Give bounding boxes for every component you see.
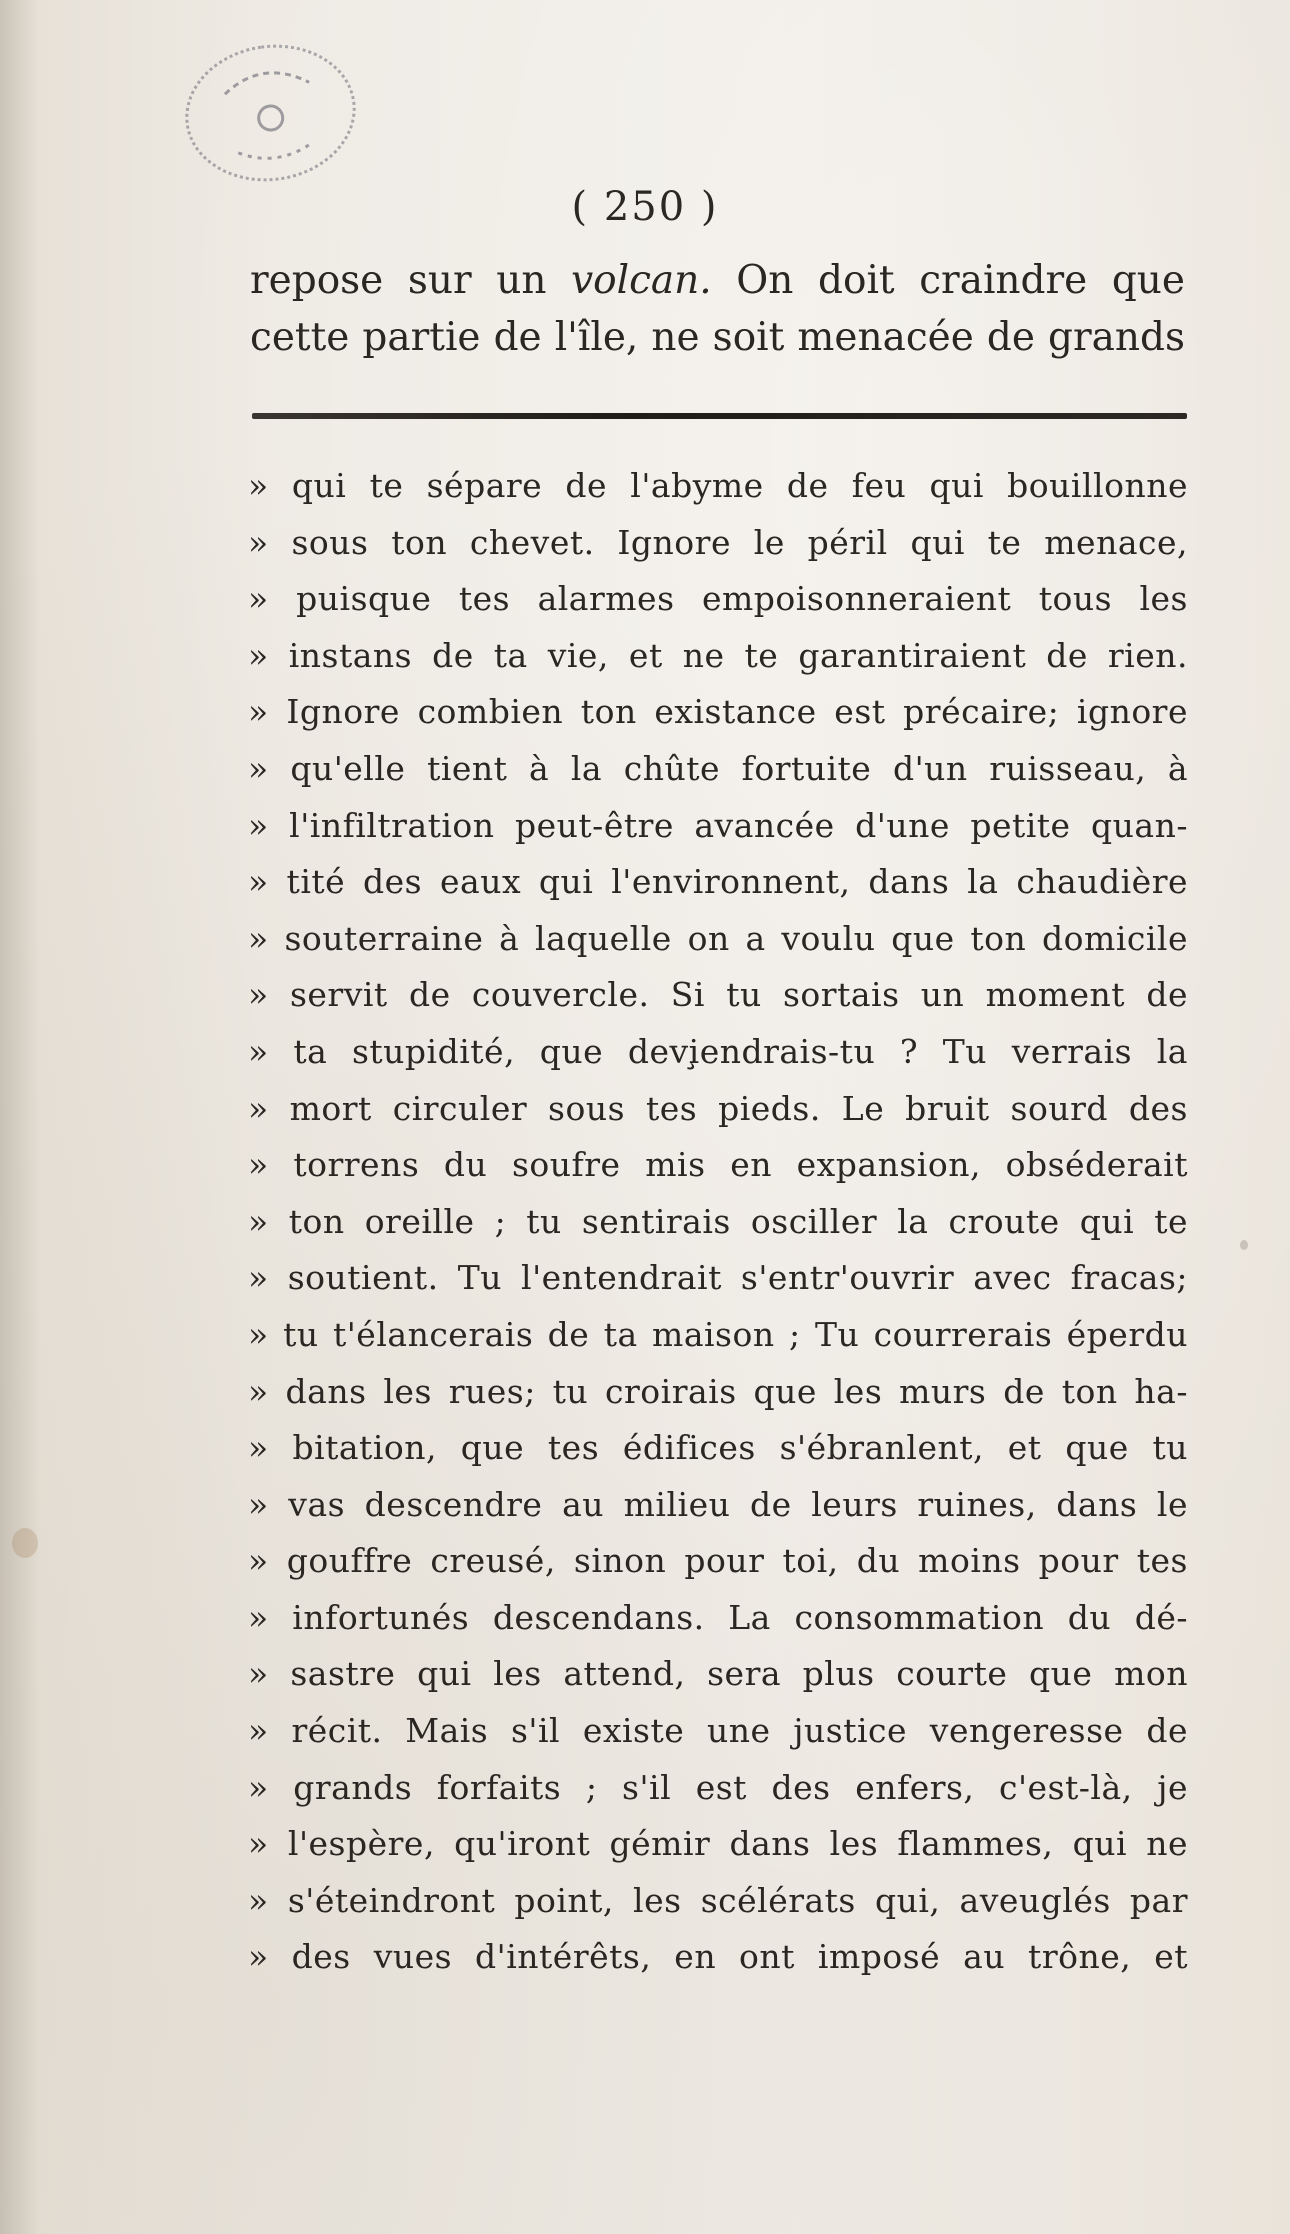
body-line: » infortunés descendans. La consommation du dé- xyxy=(248,1597,1188,1637)
horizontal-rule xyxy=(252,413,1187,419)
body-line: » Ignore combien ton existance est précaire; ignore xyxy=(248,692,1188,732)
stain xyxy=(1240,1240,1248,1250)
body-line: » torrens du soufre mis en expansion, obséderait xyxy=(248,1145,1188,1185)
header-line: cette partie de l'île, ne soit menacée de grands xyxy=(250,315,1185,360)
body-line: » l'infiltration peut-être avancée d'une petite quan- xyxy=(248,805,1188,845)
header-text xyxy=(250,252,1185,366)
body-line: » dans les rues; tu croirais que les murs de ton ha- xyxy=(248,1371,1188,1411)
body-line: » qui te sépare de l'abyme de feu qui bouillonne xyxy=(248,466,1188,505)
body-line: » s'éteindront point, les scélérats qui, aveuglés par xyxy=(248,1880,1188,1920)
page-number: ( 250 ) xyxy=(571,184,719,230)
body-line: » vas descendre au milieu de leurs ruines, dans le xyxy=(248,1484,1188,1524)
body-line: » mort circuler sous tes pieds. Le bruit sourd des xyxy=(248,1088,1188,1128)
body-line: » qu'elle tient à la chûte fortuite d'un ruisseau, à xyxy=(248,748,1188,788)
body-line: » gouffre creusé, sinon pour toi, du moins pour tes xyxy=(248,1541,1188,1581)
library-stamp xyxy=(176,34,364,192)
body-line: » sous ton chevet. Ignore le péril qui te menace, xyxy=(248,522,1188,562)
stamp-emblem-icon xyxy=(180,37,361,189)
body-line: » bitation, que tes édifices s'ébranlent, et que tu xyxy=(248,1428,1188,1468)
body-line: » récit. Mais s'il existe une justice vengeresse de xyxy=(248,1711,1188,1751)
body-line: » instans de ta vie, et ne te garantiraient de rien. xyxy=(248,635,1188,675)
body-line: » tité des eaux qui l'environnent, dans la chaudière xyxy=(248,862,1188,902)
body-line: » grands forfaits ; s'il est des enfers, c'est-là, je xyxy=(248,1767,1188,1807)
body-line: » des vues d'intérêts, en ont imposé au trône, et xyxy=(248,1937,1188,1977)
body-line: » soutient. Tu l'entendrait s'entr'ouvrir avec fracas; xyxy=(248,1258,1188,1298)
body-line: » puisque tes alarmes empoisonneraient tous les xyxy=(248,579,1188,619)
body-line: » ton oreille ; tu sentirais osciller la croute qui te xyxy=(248,1201,1188,1241)
body-line: » tu t'élancerais de ta maison ; Tu courrerais éperdu xyxy=(248,1314,1188,1354)
body-line: » ta stupidité, que devi̧endrais-tu ? Tu verrais la xyxy=(248,1031,1188,1071)
stain xyxy=(12,1528,38,1558)
body-text xyxy=(248,458,1188,1986)
body-line: » l'espère, qu'iront gémir dans les flammes, qui ne xyxy=(248,1824,1188,1864)
body-line: » souterraine à laquelle on a voulu que ton domicile xyxy=(248,918,1188,958)
header-line: repose sur un volcan. On doit craindre que xyxy=(250,258,1185,303)
body-line: » servit de couvercle. Si tu sortais un moment de xyxy=(248,975,1188,1015)
body-line: » sastre qui les attend, sera plus courte que mon xyxy=(248,1654,1188,1694)
